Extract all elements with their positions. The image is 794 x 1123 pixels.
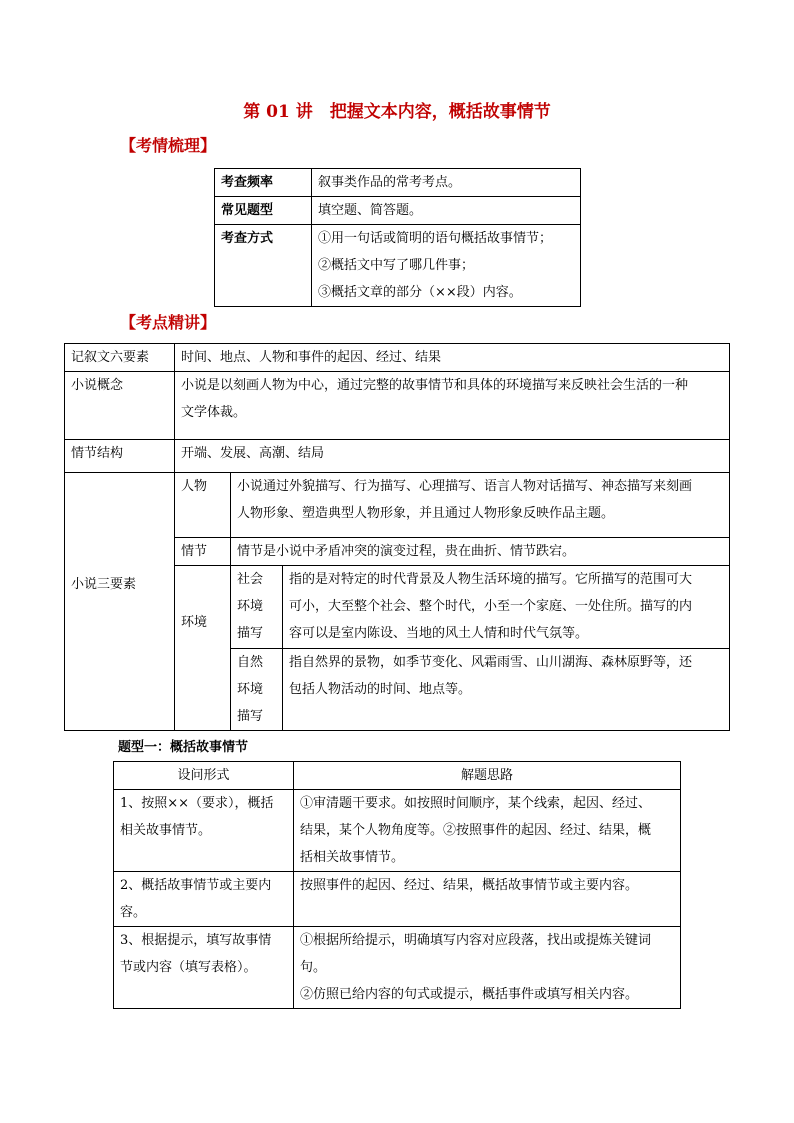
text-line: 自然 [237,655,264,670]
key-points-table [64,343,730,731]
text-line: 指的是对特定的时代背景及人物生活环境的描写。它所描写的范围可大 [289,572,693,587]
row-label: 考查方式 [215,225,312,307]
question-cell [114,790,294,872]
exam-overview-table [214,168,581,307]
text-line: ②仿照已给内容的句式或提示，概括事件或填写相关内容。 [300,987,639,1002]
text-line: 句。 [300,960,327,975]
section-heading-key-points: 【考点精讲】 [120,313,217,332]
text-line: 2、概括故事情节或主要内 [120,878,272,893]
text-line: 人物形象、塑造典型人物形象，并且通过人物形象反映作品主题。 [237,506,615,521]
text-line: 环境 [237,599,264,614]
text-line: 描写 [237,709,264,724]
text-line: 社会 [237,572,264,587]
text-line: 容。 [120,905,147,920]
row-value [175,372,730,440]
table-row [65,372,730,440]
table-row [114,872,681,927]
table-row [215,225,581,307]
text-line: 相关故事情节。 [120,823,212,838]
element-value: 情节是小说中矛盾冲突的演变过程，贵在曲折、情节跌宕。 [231,538,730,566]
text-line: ①审清题干要求。如按照时间顺序，某个线索，起因、经过、 [300,796,652,811]
row-value: 开端、发展、高潮、结局 [175,440,730,473]
page-title: 第 01 讲 把握文本内容，概括故事情节 [243,102,551,122]
text-line: 可小，大至整个社会、整个时代，小至一个家庭、一处住所。描写的内 [289,599,693,614]
table-row [65,440,730,473]
table-row [114,790,681,872]
sub-value [283,566,730,649]
row-label: 小说三要素 [65,473,175,731]
text-line: ①用一句话或简明的语句概括故事情节； [318,231,553,246]
table-row [65,344,730,372]
text-line: 文学体裁。 [181,405,247,420]
table-row [65,473,730,538]
element-label: 人物 [175,473,231,538]
question-type-table [113,761,681,1009]
question-type-heading: 题型一：概括故事情节 [118,740,249,755]
text-line: 节或内容（填写表格）。 [120,960,257,975]
element-value [231,473,730,538]
element-label: 环境 [175,566,231,731]
text-line: 结果，某个人物角度等。②按照事件的起因、经过、结果，概 [300,823,652,838]
sub-label [231,566,283,649]
sub-value [283,649,730,731]
text-line: 3、根据提示，填写故事情 [120,933,272,948]
row-value: 叙事类作品的常考考点。 [312,169,581,197]
row-label: 常见题型 [215,197,312,225]
answer-cell [294,927,681,1009]
row-label: 考查频率 [215,169,312,197]
text-line: 1、按照××（要求），概括 [120,796,274,811]
text-line: 指自然界的景物，如季节变化、风霜雨雪、山川湖海、森林原野等，还 [289,655,693,670]
row-label: 情节结构 [65,440,175,473]
row-label: 记叙文六要素 [65,344,175,372]
column-header: 解题思路 [294,762,681,790]
section-heading-exam-overview: 【考情梳理】 [120,136,217,155]
row-value: 填空题、简答题。 [312,197,581,225]
table-row [114,927,681,1009]
row-value [312,225,581,307]
sub-label [231,649,283,731]
text-line: 描写 [237,626,264,641]
text-line: 按照事件的起因、经过、结果，概括故事情节或主要内容。 [300,878,639,893]
row-value: 时间、地点、人物和事件的起因、经过、结果 [175,344,730,372]
text-line: 环境 [237,682,264,697]
table-header-row [114,762,681,790]
row-label: 小说概念 [65,372,175,440]
column-header: 设问形式 [114,762,294,790]
answer-cell [294,790,681,872]
element-label: 情节 [175,538,231,566]
table-row [215,169,581,197]
text-line: 包括人物活动的时间、地点等。 [289,682,472,697]
text-line: ①根据所给提示，明确填写内容对应段落，找出或提炼关键词 [300,933,652,948]
answer-cell [294,872,681,927]
text-line: ③概括文章的部分（××段）内容。 [318,285,522,300]
table-row [215,197,581,225]
question-cell [114,872,294,927]
question-cell [114,927,294,1009]
text-line: ②概括文中写了哪几件事； [318,258,475,273]
text-line: 小说是以刻画人物为中心，通过完整的故事情节和具体的环境描写来反映社会生活的一种 [181,378,689,393]
text-line: 小说通过外貌描写、行为描写、心理描写、语言人物对话描写、神态描写来刻画 [237,479,693,494]
text-line: 容可以是室内陈设、当地的风土人情和时代气氛等。 [289,626,589,641]
text-line: 括相关故事情节。 [300,850,405,865]
